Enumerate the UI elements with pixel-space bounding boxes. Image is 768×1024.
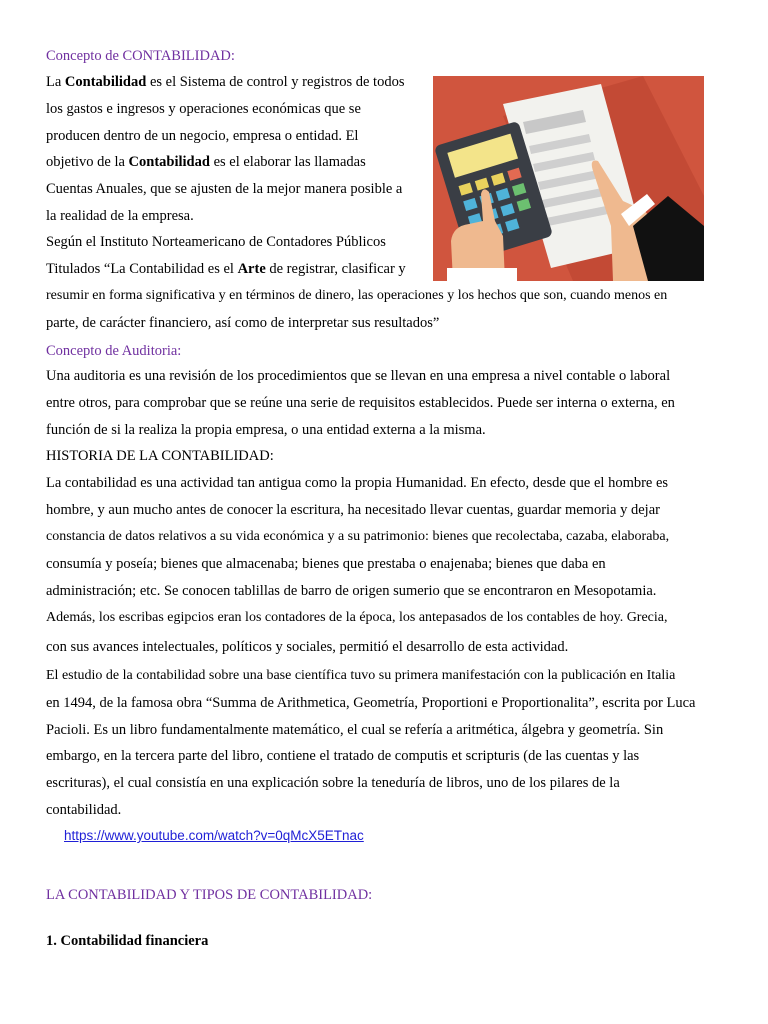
- text-line: entre otros, para comprobar que se reúne una serie de requisitos establecidos. Puede ser interna o externa, en: [46, 395, 675, 411]
- text-line: función de si la realiza la propia empresa, o una entidad externa a la misma.: [46, 422, 486, 438]
- heading-historia: HISTORIA DE LA CONTABILIDAD:: [46, 448, 274, 464]
- heading-tipos-contabilidad: LA CONTABILIDAD Y TIPOS DE CONTABILIDAD:: [46, 887, 373, 903]
- text-line: El estudio de la contabilidad sobre una base científica tuvo su primera manifestación con la publicación en Italia: [46, 668, 676, 683]
- text-line: la realidad de la empresa.: [46, 208, 194, 224]
- text-line: La contabilidad es una actividad tan antigua como la propia Humanidad. En efecto, desde que el hombre es: [46, 475, 669, 491]
- text-line: Según el Instituto Norteamericano de Contadores Públicos: [46, 234, 386, 250]
- text-line: Titulados “La Contabilidad es el Arte de registrar, clasificar y: [46, 261, 406, 277]
- text-line: producen dentro de un negocio, empresa o entidad. El: [46, 128, 359, 144]
- text-line: Cuentas Anuales, que se ajusten de la mejor manera posible a: [46, 181, 403, 197]
- text-line: hombre, y aun mucho antes de conocer la escritura, ha necesitado llevar cuentas, guardar memoria y dejar: [46, 502, 660, 518]
- text-line: en 1494, de la famosa obra “Summa de Arithmetica, Geometría, Proportioni e Proportionalita”, escrita por Luca: [46, 695, 696, 711]
- text-line: embargo, en la tercera parte del libro, contiene el tratado de computis et scripturis (de las cuentas y las: [46, 748, 640, 764]
- text-line: escrituras), el cual consistía en una explicación sobre la teneduría de libros, uno de los pilares de la: [46, 775, 620, 791]
- accounting-illustration: [433, 76, 704, 281]
- subheading-contabilidad-financiera: 1. Contabilidad financiera: [46, 933, 209, 949]
- text-line: Pacioli. Es un libro fundamentalmente matemático, el cual se refería a aritmética, álgebra y geometría. Sin: [46, 722, 664, 738]
- heading-concepto-auditoria: Concepto de Auditoria:: [46, 343, 182, 359]
- text-line: objetivo de la Contabilidad es el elaborar las llamadas: [46, 154, 366, 170]
- text-line: los gastos e ingresos y operaciones económicas que se: [46, 101, 361, 117]
- text-line: consumía y poseía; bienes que almacenaba; bienes que prestaba o enajenaba; bienes que daba en: [46, 556, 606, 572]
- text-line: parte, de carácter financiero, así como de interpretar sus resultados”: [46, 315, 440, 331]
- text-line: Además, los escribas egipcios eran los contadores de la época, los antepasados de los contables de hoy. Grecia,: [46, 610, 668, 625]
- youtube-link[interactable]: https://www.youtube.com/watch?v=0qMcX5ETnac: [64, 828, 364, 843]
- text-line: contabilidad.: [46, 802, 122, 818]
- heading-concepto-contabilidad: Concepto de CONTABILIDAD:: [46, 48, 235, 64]
- text-line: administración; etc. Se conocen tablillas de barro de origen sumerio que se encontraron en Mesopotamia.: [46, 583, 657, 599]
- text-line: La Contabilidad es el Sistema de control y registros de todos: [46, 74, 405, 90]
- text-line: resumir en forma significativa y en términos de dinero, las operaciones y los hechos que son, cuando menos en: [46, 288, 668, 303]
- text-line: con sus avances intelectuales, políticos y sociales, permitió el desarrollo de esta actividad.: [46, 639, 569, 655]
- text-line: Una auditoria es una revisión de los procedimientos que se llevan en una empresa a nivel contable o laboral: [46, 368, 671, 384]
- text-line: constancia de datos relativos a su vida económica y a su patrimonio: bienes que recolectaba, cazaba, elaboraba,: [46, 529, 670, 544]
